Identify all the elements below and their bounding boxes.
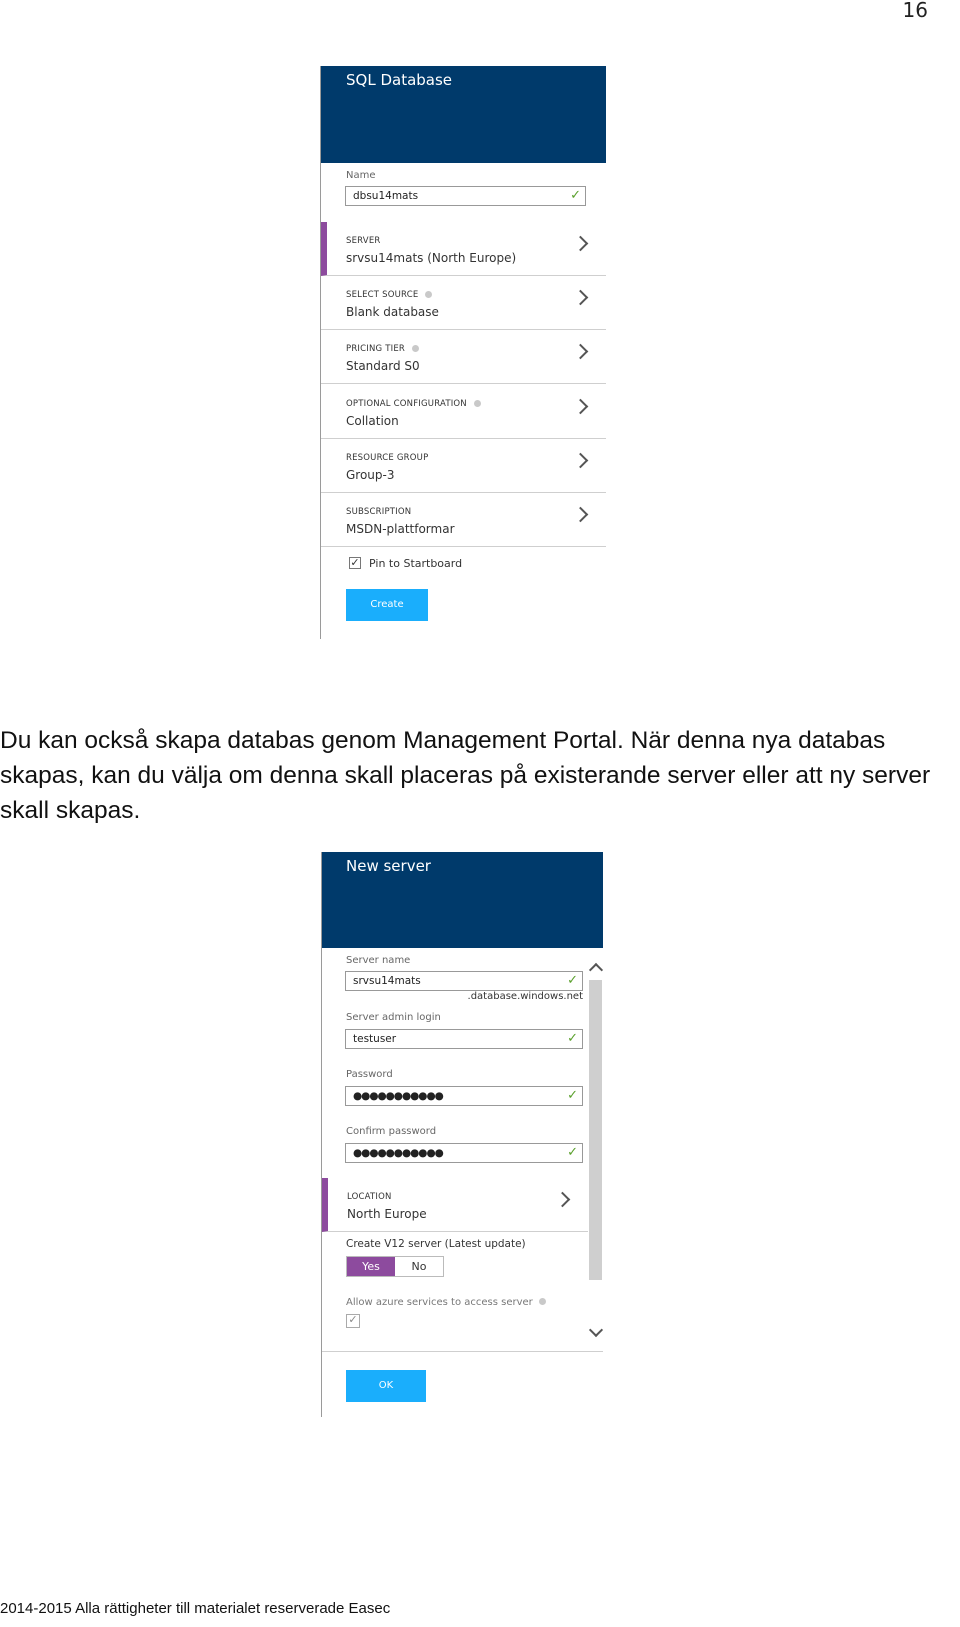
chevron-right-icon bbox=[573, 236, 589, 252]
sql-row-value: Standard S0 bbox=[346, 359, 420, 374]
v12-yes-option[interactable]: Yes bbox=[347, 1257, 395, 1276]
info-icon bbox=[539, 1298, 546, 1305]
check-icon: ✓ bbox=[567, 1145, 578, 1160]
check-icon: ✓ bbox=[570, 188, 581, 203]
chevron-right-icon bbox=[573, 507, 589, 523]
scroll-up-icon[interactable] bbox=[589, 963, 603, 977]
sql-database-blade bbox=[320, 66, 606, 639]
server-name-label: Server name bbox=[346, 955, 411, 966]
body-paragraph: Du kan också skapa databas genom Management Portal. När denna nya databas skapas, kan du välja om denna skall placeras på existerande server eller att ny server skall skapas. bbox=[0, 727, 931, 824]
check-icon: ✓ bbox=[567, 973, 578, 988]
page-number: 16 bbox=[902, 0, 928, 22]
create-button[interactable]: Create bbox=[346, 589, 428, 621]
server-blade-header bbox=[322, 852, 603, 948]
sql-row-optional-configuration[interactable] bbox=[321, 385, 606, 439]
ok-button[interactable]: OK bbox=[346, 1370, 426, 1402]
sql-blade-header bbox=[321, 66, 606, 163]
chevron-right-icon bbox=[555, 1192, 571, 1208]
sql-row-value: Group-3 bbox=[346, 467, 395, 482]
domain-suffix: .database.windows.net bbox=[467, 991, 583, 1002]
info-icon bbox=[474, 400, 481, 407]
sql-row-pricing-tier[interactable] bbox=[321, 330, 606, 384]
divider bbox=[322, 1351, 603, 1352]
allow-azure-label bbox=[346, 1297, 546, 1308]
sql-row-caption: PRICING TIER bbox=[346, 344, 406, 355]
server-name-input[interactable] bbox=[345, 971, 583, 991]
v12-label: Create V12 server (Latest update) bbox=[346, 1238, 526, 1250]
sql-row-caption: RESOURCE GROUP bbox=[346, 452, 429, 463]
location-caption: LOCATION bbox=[347, 1192, 392, 1202]
sql-blade-title: SQL Database bbox=[346, 71, 453, 89]
password-value: ●●●●●●●●●●● bbox=[353, 1090, 443, 1102]
admin-login-input[interactable] bbox=[345, 1029, 583, 1049]
pin-label: Pin to Startboard bbox=[369, 557, 463, 570]
sql-row-subscription[interactable] bbox=[321, 493, 606, 547]
allow-azure-label-text: Allow azure services to access server bbox=[346, 1297, 533, 1308]
check-icon: ✓ bbox=[567, 1031, 578, 1046]
allow-azure-checkbox[interactable]: ✓ bbox=[346, 1314, 360, 1328]
sql-row-caption: SERVER bbox=[346, 236, 381, 246]
chevron-right-icon bbox=[573, 453, 589, 469]
location-row[interactable] bbox=[322, 1178, 588, 1232]
name-label: Name bbox=[346, 170, 376, 181]
sql-row-value: srvsu14mats (North Europe) bbox=[346, 251, 517, 265]
chevron-right-icon bbox=[573, 290, 589, 306]
confirm-password-value: ●●●●●●●●●●● bbox=[353, 1147, 443, 1159]
v12-no-option[interactable]: No bbox=[395, 1257, 443, 1276]
chevron-right-icon bbox=[573, 344, 589, 360]
confirm-password-label: Confirm password bbox=[346, 1126, 437, 1137]
v12-toggle[interactable] bbox=[346, 1256, 444, 1277]
password-label: Password bbox=[346, 1069, 393, 1080]
sql-row-caption: SUBSCRIPTION bbox=[346, 507, 412, 517]
sql-row-caption: OPTIONAL CONFIGURATION bbox=[346, 398, 467, 409]
name-input[interactable] bbox=[345, 186, 586, 206]
sql-row-caption: SELECT SOURCE bbox=[346, 290, 419, 301]
sql-row-value: Collation bbox=[346, 413, 399, 428]
name-input-value: dbsu14mats bbox=[353, 190, 419, 202]
info-icon bbox=[412, 345, 419, 352]
admin-login-label: Server admin login bbox=[346, 1012, 441, 1023]
new-server-blade bbox=[321, 852, 603, 1417]
sql-row-resource-group[interactable] bbox=[321, 439, 606, 493]
confirm-password-input[interactable] bbox=[345, 1143, 583, 1163]
scrollbar[interactable] bbox=[589, 980, 602, 1280]
chevron-right-icon bbox=[573, 398, 589, 414]
admin-login-value: testuser bbox=[353, 1033, 397, 1045]
check-icon: ✓ bbox=[567, 1088, 578, 1103]
footer-text: 2014-2015 Alla rättigheter till materialet reserverade Easec bbox=[0, 1600, 391, 1617]
sql-row-server[interactable] bbox=[321, 222, 606, 276]
location-value: North Europe bbox=[347, 1207, 427, 1221]
pin-checkbox[interactable]: ✓ bbox=[350, 557, 360, 569]
sql-row-value: Blank database bbox=[346, 305, 439, 320]
sql-row-value: MSDN-plattformar bbox=[346, 522, 455, 536]
server-name-value: srvsu14mats bbox=[353, 975, 421, 987]
password-input[interactable] bbox=[345, 1086, 583, 1106]
server-blade-title: New server bbox=[346, 857, 431, 875]
sql-row-select-source[interactable] bbox=[321, 276, 606, 330]
scroll-down-icon[interactable] bbox=[589, 1323, 603, 1337]
info-icon bbox=[425, 291, 432, 298]
